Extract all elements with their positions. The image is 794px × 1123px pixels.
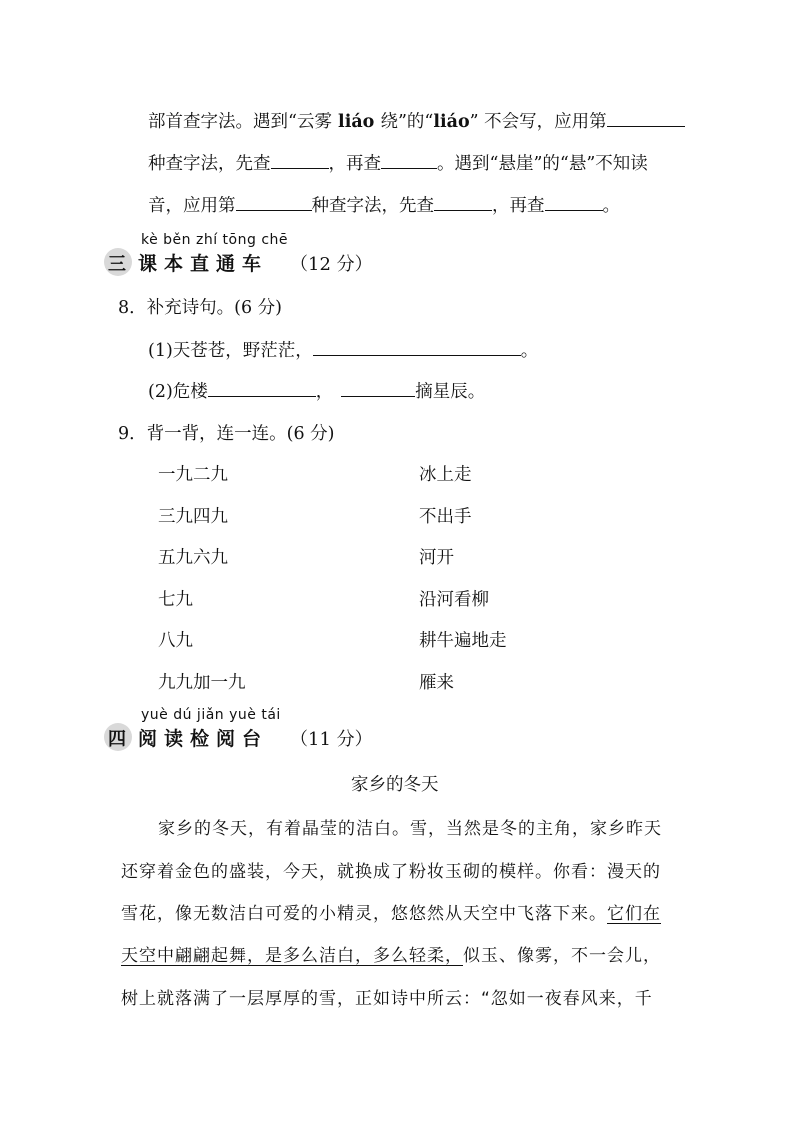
paragraph-line-3 (148, 192, 620, 217)
passage-text: 似玉、像雾，不一会儿， (463, 946, 661, 966)
match-left-item[interactable]: 七九 (158, 590, 193, 610)
text: 部首查字法。遇到“云雾 (148, 112, 332, 132)
text: ， (315, 382, 334, 402)
section3-number: 三 (108, 254, 126, 275)
underlined-sentence: 天空中翩翩起舞，是多么洁白，多么轻柔， (121, 946, 463, 966)
passage-line: 树上就落满了一层厚厚的雪，正如诗中所云：“忽如一夜春风来，千 (121, 989, 653, 1009)
section3-number-badge (104, 248, 132, 276)
passage-text: 雪花，像无数洁白可爱的小精灵，悠悠然从天空中飞落下来。 (121, 904, 607, 924)
match-left-item[interactable]: 五九六九 (158, 548, 228, 568)
answer-blank[interactable] (236, 194, 312, 211)
pinyin-liao-1: liáo (331, 112, 381, 132)
paragraph-line-2 (148, 150, 648, 175)
text: (2)危楼 (148, 382, 208, 402)
match-left-item[interactable]: 一九二九 (158, 465, 228, 485)
pinyin-liao-2: liáo (433, 112, 470, 132)
question-8-part-1 (148, 337, 538, 362)
match-right-item[interactable]: 不出手 (419, 507, 472, 527)
section4-title: 阅读检阅台 (138, 728, 269, 750)
match-right-item[interactable]: 雁来 (419, 673, 454, 693)
passage-title: 家乡的冬天 (351, 775, 439, 795)
question-8-part-2 (148, 378, 485, 403)
text: 。遇到“悬崖”的“悬”不知读 (437, 154, 648, 174)
match-right-item[interactable]: 耕牛遍地走 (419, 631, 507, 651)
passage-line (121, 899, 661, 924)
match-right-item[interactable]: 沿河看柳 (419, 590, 489, 610)
match-right-item[interactable]: 冰上走 (419, 465, 472, 485)
text: ” 不会写，应用第 (469, 112, 607, 132)
text: 种查字法，先查 (311, 196, 434, 216)
match-left-item[interactable]: 八九 (158, 631, 193, 651)
text: 摘星辰。 (415, 382, 486, 402)
section4-pinyin: yuè dú jiǎn yuè tái (141, 707, 281, 723)
match-left-item[interactable]: 九九加一九 (158, 673, 246, 693)
answer-blank[interactable] (607, 110, 685, 127)
answer-blank[interactable] (341, 380, 415, 397)
question-8-stem: 8．补充诗句。(6 分) (118, 298, 282, 318)
text: 种查字法，先查 (148, 154, 271, 174)
answer-blank[interactable] (208, 380, 316, 397)
text: 音，应用第 (148, 196, 236, 216)
section4-number-badge (104, 723, 132, 751)
underlined-sentence: 它们在 (607, 904, 661, 924)
answer-blank[interactable] (434, 194, 492, 211)
section4-number: 四 (108, 729, 126, 750)
text: (1)天苍苍，野茫茫， (148, 341, 313, 361)
text: 。 (602, 196, 620, 216)
answer-blank[interactable] (545, 194, 603, 211)
passage-line: 还穿着金色的盛装，今天，就换成了粉妆玉砌的模样。你看：漫天的 (121, 862, 661, 882)
paragraph-line-1 (148, 108, 685, 133)
section4-score: （11 分） (290, 729, 373, 750)
match-left-item[interactable]: 三九四九 (158, 507, 228, 527)
question-9-stem: 9．背一背，连一连。(6 分) (118, 424, 335, 444)
passage-line: 家乡的冬天，有着晶莹的洁白。雪，当然是冬的主角，家乡昨天 (158, 819, 662, 839)
text: ，再查 (492, 196, 545, 216)
answer-blank[interactable] (313, 339, 521, 356)
match-right-item[interactable]: 河开 (419, 548, 454, 568)
section3-pinyin: kè běn zhí tōng chē (141, 232, 289, 248)
text: 。 (520, 341, 539, 361)
text: 绕”的“ (380, 112, 434, 132)
section3-score: （12 分） (290, 254, 373, 275)
passage-line (121, 941, 661, 966)
text: ，再查 (328, 154, 381, 174)
section3-title: 课本直通车 (138, 253, 269, 275)
answer-blank[interactable] (381, 152, 437, 169)
answer-blank[interactable] (271, 152, 329, 169)
